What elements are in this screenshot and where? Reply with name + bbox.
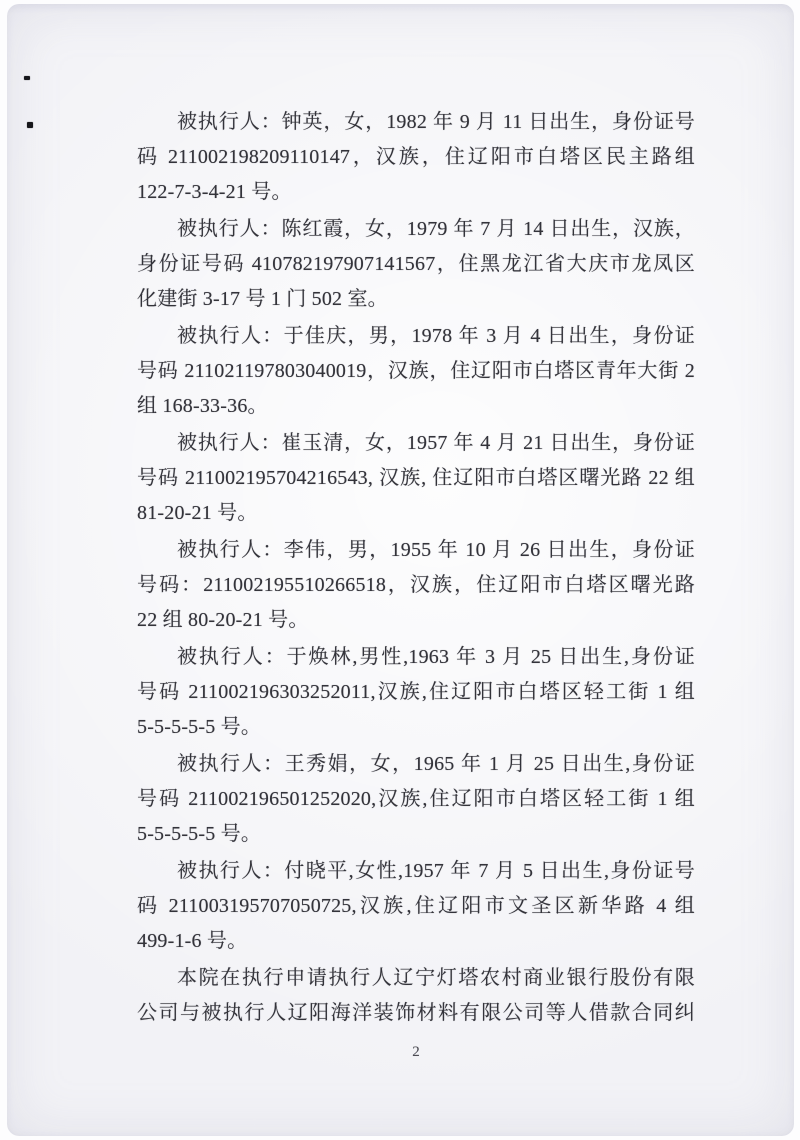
text-line: 被执行人：崔玉清，女，1957 年 4 月 21 日出生，身份证 xyxy=(177,432,695,454)
text-line: 被执行人：付晓平,女性,1957 年 7 月 5 日出生,身份证号 xyxy=(177,860,695,882)
text-line: 被执行人：李伟，男，1955 年 10 月 26 日出生，身份证 xyxy=(177,539,695,561)
paragraph xyxy=(137,212,695,317)
text-line: 499-1-6 号。 xyxy=(137,930,248,952)
text-line: 81-20-21 号。 xyxy=(137,502,258,524)
text-line: 身份证号码 410782197907141567，住黑龙江省大庆市龙凤区 xyxy=(137,253,695,275)
text-line: 号码 211021197803040019，汉族，住辽阳市白塔区青年大街 2 xyxy=(137,360,695,382)
text-line: 化建街 3-17 号 1 门 502 室。 xyxy=(137,288,388,310)
paragraph xyxy=(137,640,695,745)
text-line: 被执行人：钟英，女，1982 年 9 月 11 日出生，身份证号 xyxy=(177,111,695,133)
ink-speck xyxy=(27,122,33,128)
text-line: 122-7-3-4-21 号。 xyxy=(137,181,292,203)
text-line: 被执行人：于佳庆，男，1978 年 3 月 4 日出生，身份证 xyxy=(177,325,695,347)
text-line: 5-5-5-5-5 号。 xyxy=(137,823,262,845)
scan-page xyxy=(7,4,794,1136)
document-body xyxy=(137,105,695,1033)
text-line: 组 168-33-36。 xyxy=(137,395,268,417)
text-line: 本院在执行申请执行人辽宁灯塔农村商业银行股份有限 xyxy=(177,967,695,989)
text-line: 22 组 80-20-21 号。 xyxy=(137,609,309,631)
text-line: 5-5-5-5-5 号。 xyxy=(137,716,262,738)
paragraph xyxy=(137,319,695,424)
text-line: 被执行人：陈红霞，女，1979 年 7 月 14 日出生，汉族， xyxy=(177,218,695,240)
text-line: 号码：211002195510266518，汉族，住辽阳市白塔区曙光路 xyxy=(137,574,695,596)
page-number: 2 xyxy=(412,1044,420,1060)
paragraph xyxy=(137,533,695,638)
text-line: 码 211003195707050725,汉族,住辽阳市文圣区新华路 4 组 xyxy=(137,895,695,917)
text-line: 号码 211002195704216543, 汉族, 住辽阳市白塔区曙光路 22 组 xyxy=(137,467,695,489)
paragraph xyxy=(137,747,695,852)
text-line: 公司与被执行人辽阳海洋装饰材料有限公司等人借款合同纠 xyxy=(137,1002,695,1024)
paragraph xyxy=(137,961,695,1031)
paragraph xyxy=(137,854,695,959)
text-line: 码 211002198209110147，汉族，住辽阳市白塔区民主路组 xyxy=(137,146,695,168)
text-line: 被执行人：王秀娟，女，1965 年 1 月 25 日出生,身份证 xyxy=(177,753,695,775)
paragraph xyxy=(137,105,695,210)
text-line: 号码 211002196501252020,汉族,住辽阳市白塔区轻工街 1 组 xyxy=(137,788,695,810)
text-line: 号码 211002196303252011,汉族,住辽阳市白塔区轻工街 1 组 xyxy=(137,681,695,703)
paragraph xyxy=(137,426,695,531)
ink-speck xyxy=(24,76,30,80)
text-line: 被执行人：于焕林,男性,1963 年 3 月 25 日出生,身份证 xyxy=(177,646,695,668)
